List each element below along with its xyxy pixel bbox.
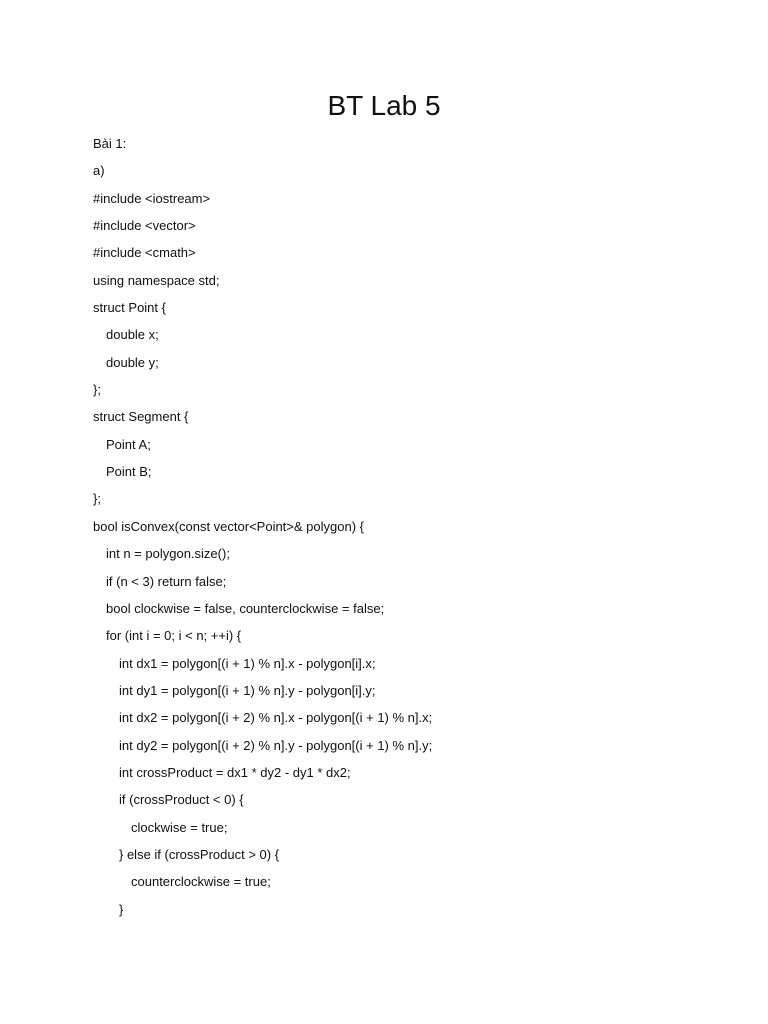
text-line: if (n < 3) return false;: [106, 573, 227, 589]
text-line: struct Segment {: [93, 409, 189, 425]
text-line: int n = polygon.size();: [106, 546, 230, 562]
text-line: }: [119, 901, 124, 917]
text-line: #include <vector>: [93, 218, 196, 234]
text-line: a): [93, 163, 105, 179]
text-line: } else if (crossProduct > 0) {: [119, 846, 280, 862]
text-line: bool isConvex(const vector<Point>& polygon) {: [93, 518, 364, 534]
text-line: double x;: [106, 327, 159, 343]
text-line: for (int i = 0; i < n; ++i) {: [106, 628, 242, 644]
text-line: int dx1 = polygon[(i + 1) % n].x - polygon[i].x;: [119, 655, 376, 671]
text-line: int crossProduct = dx1 * dy2 - dy1 * dx2;: [119, 764, 351, 780]
document-body: [93, 133, 713, 926]
text-line: Point B;: [106, 464, 152, 480]
text-line: if (crossProduct < 0) {: [119, 792, 244, 808]
text-line: Bài 1:: [93, 136, 127, 151]
text-line: };: [93, 491, 101, 507]
text-line: };: [93, 382, 101, 398]
text-line: counterclockwise = true;: [131, 874, 271, 890]
text-line: #include <cmath>: [93, 245, 196, 261]
text-line: using namespace std;: [93, 272, 220, 288]
document-title: BT Lab 5: [327, 90, 441, 121]
text-line: double y;: [106, 354, 159, 370]
text-line: struct Point {: [93, 300, 166, 316]
text-line: Point A;: [106, 436, 151, 452]
text-line: bool clockwise = false, counterclockwise = false;: [106, 600, 385, 616]
text-line: int dy2 = polygon[(i + 2) % n].y - polygon[(i + 1) % n].y;: [119, 737, 433, 753]
text-line: int dx2 = polygon[(i + 2) % n].x - polygon[(i + 1) % n].x;: [119, 710, 433, 726]
text-line: int dy1 = polygon[(i + 1) % n].y - polygon[i].y;: [119, 682, 376, 698]
text-line: #include <iostream>: [93, 190, 211, 206]
text-line: clockwise = true;: [131, 819, 228, 835]
